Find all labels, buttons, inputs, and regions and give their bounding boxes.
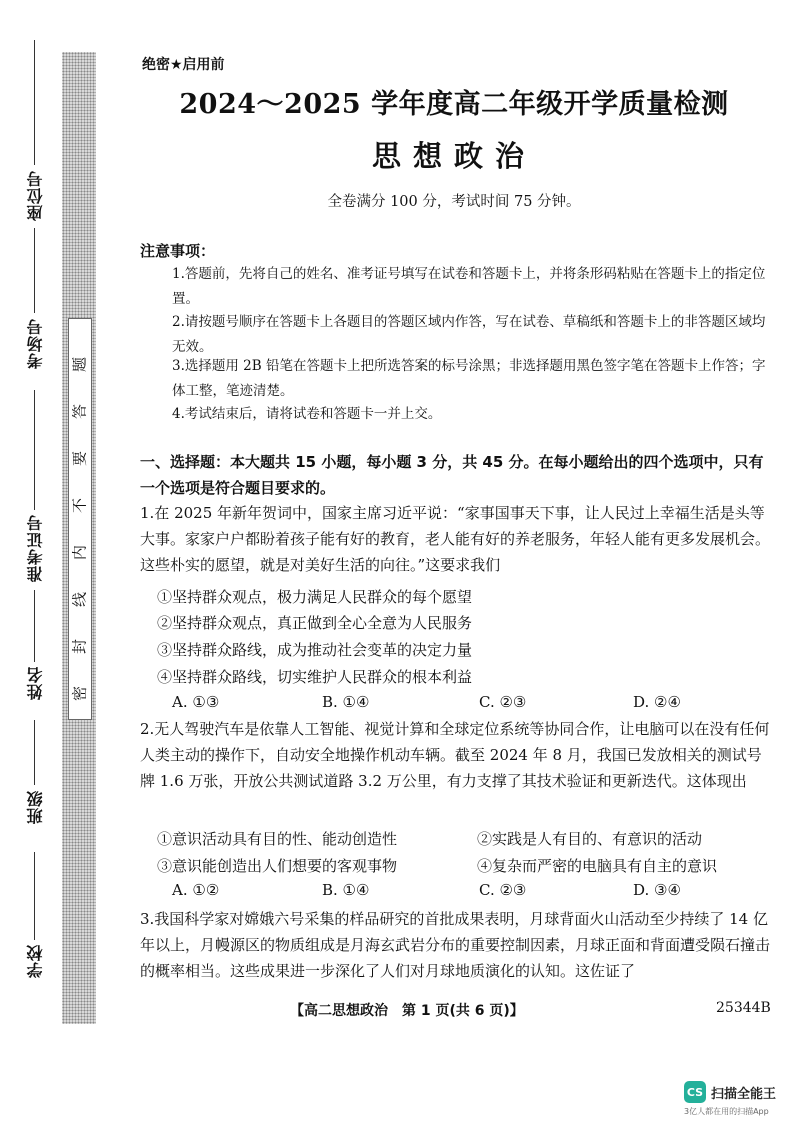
scanner-watermark [684, 1081, 776, 1103]
admission-number-label: 准考证号 [26, 514, 45, 582]
seal-char: 不 [70, 498, 89, 514]
note-item: 2.请按题号顺序在答题卡上各题目的答题区域内作答，写在试卷、草稿纸和答题卡上的非答题区域均无效。 [172, 314, 766, 355]
question-2-statement: ②实践是人有目的、有意识的活动 [477, 830, 703, 848]
section-heading: 一、选择题：本大题共 15 小题，每小题 3 分，共 45 分。在每小题给出的四个选项中，只有一个选项是符合题目要求的。 [140, 453, 764, 497]
camscanner-icon: CS [684, 1081, 706, 1103]
score-info: 全卷满分 100 分，考试时间 75 分钟。 [327, 194, 581, 210]
seal-char: 内 [70, 545, 89, 561]
seal-char: 封 [70, 639, 89, 655]
question-1-statement: ④坚持群众路线，切实维护人民群众的根本利益 [157, 668, 473, 686]
seal-char: 线 [70, 592, 89, 608]
question-2-statement: ④复杂而严密的电脑具有自主的意识 [477, 857, 718, 875]
question-1-statement: ②坚持群众观点，真正做到全心全意为人民服务 [157, 614, 473, 632]
question-1-option-d[interactable]: D. ②④ [633, 693, 681, 711]
question-2-option-d[interactable]: D. ③④ [633, 881, 681, 899]
question-2-option-b[interactable]: B. ①④ [322, 881, 370, 899]
seal-char: 密 [70, 686, 89, 702]
question-1-stem: 1.在 2025 年新年贺词中，国家主席习近平说：“家事国事天下事，让人民过上幸福生活是头等大事。家家户户都盼着孩子能有好的教育，老人能有好的养老服务，年轻人能有更多发展机会。这些朴实的愿望，就是对美好生活的向往。”这要求我们 [140, 504, 771, 574]
class-label: 班级 [26, 790, 45, 824]
seal-char: 答 [70, 404, 89, 420]
notes-heading: 注意事项： [140, 242, 216, 260]
confidential-mark: 绝密★启用前 [142, 57, 225, 73]
name-label: 姓名 [26, 666, 45, 700]
class-line [34, 720, 35, 785]
seal-char: 要 [70, 451, 89, 467]
subject-title: 思想政治 [371, 139, 536, 173]
question-2-option-a[interactable]: A. ①② [172, 881, 220, 899]
question-2-stem: 2.无人驾驶汽车是依靠人工智能、视觉计算和全球定位系统等协同合作，让电脑可以在没有任何人类主动的操作下，自动安全地操作机动车辆。截至 2024 年 8 月，我国已发放相关的测试号牌 1.6 万张，开放公共测试道路 3.2 万公里，有力支撑了其技术验证和更新迭代。这体现出 [140, 720, 770, 790]
scanner-brand-name: 扫描全能王 [711, 1086, 777, 1102]
question-1-option-b[interactable]: B. ①④ [322, 693, 370, 711]
note-item: 3.选择题用 2B 铅笔在答题卡上把所选答案的标号涂黑；非选择题用黑色签字笔在答题卡上作答；字体工整，笔迹清楚。 [172, 358, 766, 399]
question-2-statement: ①意识活动具有目的性、能动创造性 [157, 830, 398, 848]
exam-room-line [34, 228, 35, 313]
note-item: 1.答题前，先将自己的姓名、准考证号填写在试卷和答题卡上，并将条形码粘贴在答题卡上的指定位置。 [172, 266, 766, 307]
seat-number-line [34, 40, 35, 165]
question-3-stem: 3.我国科学家对嫦娥六号采集的样品研究的首批成果表明，月球背面火山活动至少持续了 14 亿年以上，月幔源区的物质组成是月海玄武岩分布的重要控制因素，月球正面和背面遭受陨石撞击的概率相当。这些成果进一步深化了人们对月球地质演化的认知。这佐证了 [140, 910, 771, 980]
seal-char: 题 [70, 357, 89, 373]
question-1-option-c[interactable]: C. ②③ [479, 693, 527, 711]
question-2-option-c[interactable]: C. ②③ [479, 881, 527, 899]
admission-number-line [34, 390, 35, 510]
school-label: 学校 [26, 944, 45, 978]
school-line [34, 852, 35, 940]
exam-room-label: 考场号 [26, 318, 45, 369]
exam-title: 2024～2025 学年度高二年级开学质量检测 [179, 89, 729, 120]
scanner-tagline: 3亿人都在用的扫描App [684, 1107, 769, 1116]
name-line [34, 590, 35, 662]
question-1-statement: ①坚持群众观点，极力满足人民群众的每个愿望 [157, 588, 473, 606]
page-info: 【高二思想政治 第 1 页(共 6 页)】 [290, 1003, 524, 1019]
seal-text-box [68, 318, 92, 720]
seat-number-label: 座位号 [26, 170, 45, 221]
question-1-option-a[interactable]: A. ①③ [172, 693, 220, 711]
question-2-statement: ③意识能创造出人们想要的客观事物 [157, 857, 398, 875]
paper-code: 25344B [716, 1000, 771, 1016]
question-1-statement: ③坚持群众路线，成为推动社会变革的决定力量 [157, 641, 473, 659]
note-item: 4.考试结束后，请将试卷和答题卡一并上交。 [172, 406, 442, 422]
